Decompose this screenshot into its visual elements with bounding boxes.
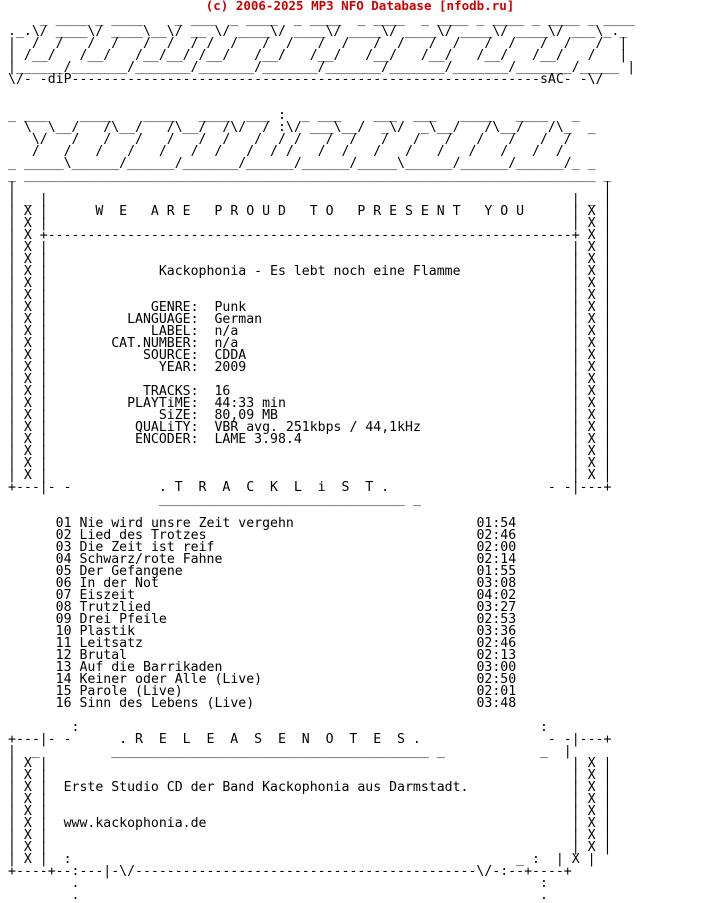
track-number: 08	[55, 600, 72, 615]
track-time: 02:01	[476, 684, 517, 699]
track-number: 12	[55, 648, 72, 663]
track-title: Parole (Live)	[79, 684, 183, 699]
track-time: 03:36	[476, 624, 517, 639]
title-art-line: _ _____\______/______/_______/______/______/_____\______/______/______/_ _	[8, 156, 596, 171]
track-title: Der Gefangene	[79, 564, 183, 579]
logo-art-line: | / / / / / / / / / / / / / / / / / / / / / / |	[8, 36, 628, 51]
info-value: n/a	[214, 324, 239, 339]
info-row: | X | TRACKS: 16 | X |	[8, 384, 612, 399]
track-time: 02:14	[476, 552, 517, 567]
box-border: . :	[8, 876, 548, 891]
box-side: | X | | X |	[8, 276, 612, 291]
track-time: 03:27	[476, 600, 517, 615]
title-art-line: \/ / / / / / / / / / / / / / / / / / /	[8, 132, 572, 147]
tracklist-heading: +---|- - . T R A C K L i S T . - -|---+	[8, 480, 612, 495]
info-label: GENRE:	[150, 300, 199, 315]
box-underline: | _ ________________________________________ _ _ |	[8, 744, 572, 759]
track-time: 02:46	[476, 528, 517, 543]
box-border: _ ________________________________________________________________________ _	[8, 168, 612, 183]
notes-url-value: www.kackophonia.de	[63, 816, 207, 831]
box-divider: | X +------------------------------------------------------------------+ X |	[8, 228, 612, 243]
info-row: | X | SiZE: 80,09 MB | X |	[8, 408, 612, 423]
track-title: Die Zeit ist reif	[79, 540, 215, 555]
info-value: 16	[214, 384, 231, 399]
info-row: | X | YEAR: 2009 | X |	[8, 360, 612, 375]
info-label: LABEL:	[150, 324, 199, 339]
track-number: 16	[55, 696, 72, 711]
track-number: 05	[55, 564, 72, 579]
notes-text-value: Erste Studio CD der Band Kackophonia aus Darmstadt.	[63, 780, 469, 795]
info-value: VBR avg. 251kbps / 44,1kHz	[214, 420, 421, 435]
info-value: 80,09 MB	[214, 408, 278, 423]
info-row: | X | PLAYTiME: 44:33 min | X |	[8, 396, 612, 411]
track-number: 06	[55, 576, 72, 591]
box-border: . .	[8, 888, 548, 903]
track-title: Plastik	[79, 624, 136, 639]
info-value: 44:33 min	[214, 396, 286, 411]
track-time: 03:08	[476, 576, 517, 591]
track-title: Leitsatz	[79, 636, 144, 651]
box-side: | X | | X |	[8, 792, 612, 807]
track-time: 03:00	[476, 660, 517, 675]
info-label: ENCODER:	[135, 432, 199, 447]
box-side: | X | | X |	[8, 828, 612, 843]
box-side: | X | | X |	[8, 288, 612, 303]
box-side: | X | | X |	[8, 840, 612, 855]
info-label: TRACKS:	[142, 384, 199, 399]
track-title: Eiszeit	[79, 588, 136, 603]
info-row: | X | LANGUAGE: German | X |	[8, 312, 612, 327]
info-value: 2009	[214, 360, 247, 375]
notes-text: | X | Erste Studio CD der Band Kackophonia aus Darmstadt. | X |	[8, 780, 612, 795]
track-time: 03:48	[476, 696, 517, 711]
track-number: 10	[55, 624, 72, 639]
info-label: CAT.NUMBER:	[111, 336, 199, 351]
box-side: | X | | X |	[8, 240, 612, 255]
track-title: Schwarz/rote Fahne	[79, 552, 223, 567]
info-value: n/a	[214, 336, 239, 351]
info-label: YEAR:	[158, 360, 199, 375]
proud-line: | X | W E A R E P R O U D T O P R E S E N T Y O U | X |	[8, 204, 612, 219]
track-time: 01:54	[476, 516, 517, 531]
title-art-line: _ ___ ____ ____ ____ ___ : _ ___ ___ ___ ____ ____ _	[8, 108, 580, 123]
track-time: 01:55	[476, 564, 517, 579]
info-value: Punk	[214, 300, 247, 315]
info-label: QUALiTY:	[135, 420, 199, 435]
track-title: Drei Pfeile	[79, 612, 167, 627]
release-title-value: Kackophonia - Es lebt noch eine Flamme	[158, 264, 461, 279]
notes-url: | X | www.kackophonia.de | X |	[8, 816, 612, 831]
track-title: In der Not	[79, 576, 159, 591]
info-row: | X | | X |	[8, 372, 612, 387]
track-title: Keiner oder Alle (Live)	[79, 672, 263, 687]
site-header: (c) 2006-2025 MP3 NFO Database [nfodb.ru]	[205, 0, 515, 13]
track-time: 04:02	[476, 588, 517, 603]
box-border: | X | | X |	[8, 216, 612, 231]
logo-art-line: _ ____ _ ____ _ ___ _ ____ _ ____ _ ____ _ ____ _ ____ _ ____ _ ____	[8, 12, 636, 27]
box-side: | X | | X |	[8, 768, 612, 783]
info-label: SOURCE:	[142, 348, 199, 363]
logo-art-line: ._.\/ ____\/ ____\__\/ __ \/ ____\/ ____\/ ____\/ ____\/ ____\/ ____\/ ___\_._	[8, 24, 628, 39]
track-time: 02:00	[476, 540, 517, 555]
track-number: 03	[55, 540, 72, 555]
title-art-line: / / / / / / / / / / / / / / / / / / /	[8, 144, 564, 159]
logo-art-line: | /__/ /__/ /__/__/ /__/ /__/ /__/ /__/ /__/ /__/ /__/ / |	[8, 48, 628, 63]
track-time: 02:53	[476, 612, 517, 627]
box-border: | _ | | _ |	[8, 192, 612, 207]
track-row	[8, 696, 516, 711]
notes-heading-value: . R E L E A S E N O T E S .	[119, 732, 421, 747]
notes-heading: +---|- - . R E L E A S E N O T E S . - -|---+	[8, 732, 612, 747]
track-number: 02	[55, 528, 72, 543]
track-number: 14	[55, 672, 72, 687]
track-title: Auf die Barrikaden	[79, 660, 223, 675]
box-side: | X | | X |	[8, 252, 612, 267]
box-side: | X | | X |	[8, 468, 612, 483]
info-value: German	[214, 312, 263, 327]
release-title: | X | Kackophonia - Es lebt noch eine Flamme | X |	[8, 264, 612, 279]
box-side: | X | : _ : | X |	[8, 852, 596, 867]
track-time: 02:13	[476, 648, 517, 663]
track-number: 04	[55, 552, 72, 567]
track-number: 15	[55, 684, 72, 699]
box-underline: _______________________________ _	[8, 492, 421, 507]
box-side: | X | | X |	[8, 444, 612, 459]
track-title: Brutal	[79, 648, 128, 663]
info-label: LANGUAGE:	[127, 312, 199, 327]
logo-art-line: \/- -diP-----------------------------------------------------------sAC- -\/	[8, 72, 604, 87]
nfo-document	[8, 14, 635, 902]
track-time: 02:46	[476, 636, 517, 651]
box-border: : :	[8, 720, 548, 735]
track-number: 11	[55, 636, 72, 651]
track-title: Lied des Trotzes	[79, 528, 207, 543]
track-time: 02:50	[476, 672, 517, 687]
track-number: 01	[55, 516, 72, 531]
info-row: | X | GENRE: Punk | X |	[8, 300, 612, 315]
track-number: 13	[55, 660, 72, 675]
box-border: | |	[8, 180, 612, 195]
track-title: Sinn des Lebens (Live)	[79, 696, 255, 711]
box-side: | X | | X |	[8, 756, 612, 771]
info-row: | X | QUALiTY: VBR avg. 251kbps / 44,1kHz | X |	[8, 420, 612, 435]
info-value: CDDA	[214, 348, 247, 363]
title-art-line: \ \__/ /\__/ /\__/ /\/ / :\/ ___\__/ _\/ _\__/ /\__/ /\_ _	[8, 120, 596, 135]
info-value: LAME 3.98.4	[214, 432, 302, 447]
info-label: SiZE:	[158, 408, 199, 423]
info-label: PLAYTiME:	[127, 396, 199, 411]
box-side: | X | | X |	[8, 456, 612, 471]
info-row: | X | CAT.NUMBER: n/a | X |	[8, 336, 612, 351]
box-border: +----+--:---|-\/-------------------------------------------\/-:--+----+	[8, 864, 572, 879]
info-row: | X | SOURCE: CDDA | X |	[8, 348, 612, 363]
track-title: Trutzlied	[79, 600, 151, 615]
info-row: | X | ENCODER: LAME 3.98.4 | X |	[8, 432, 612, 447]
info-row: | X | LABEL: n/a | X |	[8, 324, 612, 339]
track-number: 07	[55, 588, 72, 603]
logo-art-line: |______/_______/_______/_______/_______/_______/_______/_______/_______/_____ |	[8, 60, 636, 75]
box-side: | X | | X |	[8, 804, 612, 819]
tracklist-heading-value: . T R A C K L i S T .	[158, 480, 390, 495]
track-number: 09	[55, 612, 72, 627]
proud-line-value: W E A R E P R O U D T O P R E S E N T Y O U	[95, 204, 525, 219]
track-title: Nie wird unsre Zeit vergehn	[79, 516, 294, 531]
